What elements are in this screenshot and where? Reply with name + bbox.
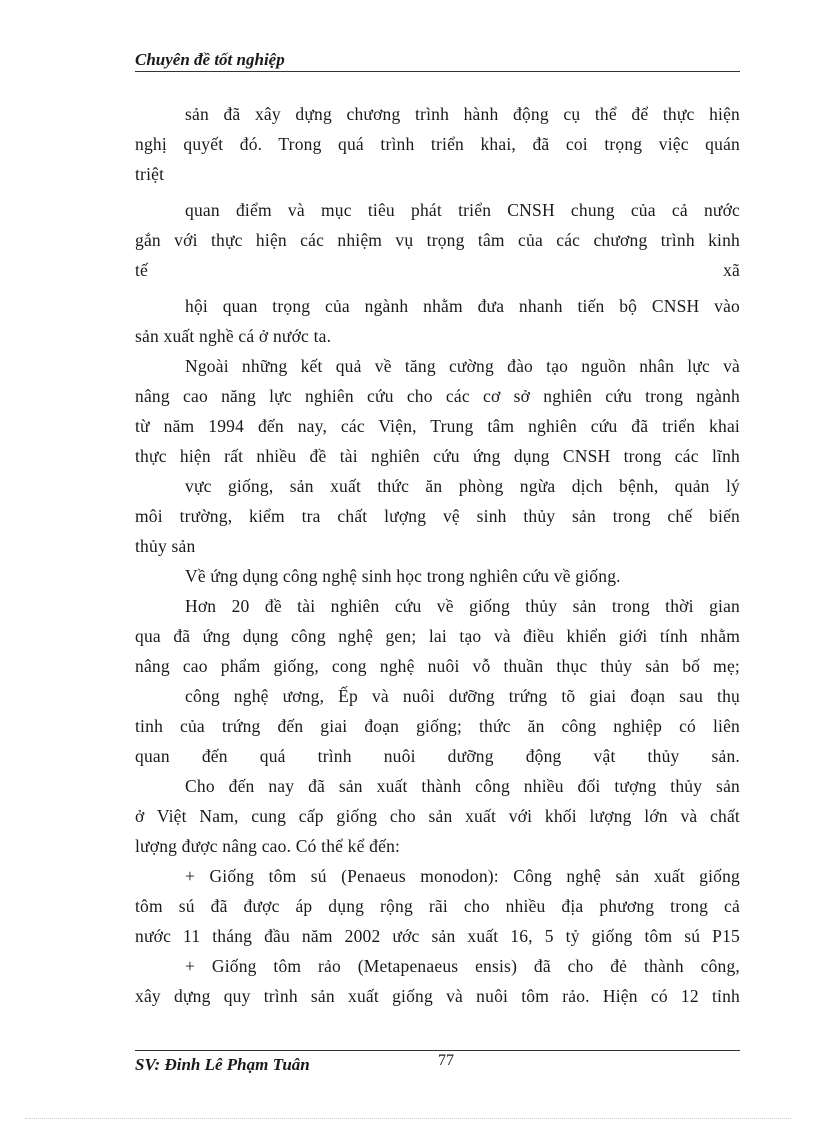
text-fragment: xã [723,260,740,280]
text-line: xây dựng quy trình sản xuất giống và nuôi tôm rảo. Hiện có 12 tỉnh [135,986,740,1006]
page-edge-divider [25,1118,791,1119]
page-header: Chuyên đề tốt nghiệp [135,50,740,72]
text-line: quan đến quá trình nuôi dưỡng động vật thủy sản. [135,746,740,766]
text-line: sản xuất nghề cá ở nước ta. [135,326,332,346]
text-line: từ năm 1994 đến nay, các Viện, Trung tâm nghiên cứu đã triển khai [135,416,740,436]
page-number: 77 [438,1052,454,1069]
text-line: Hơn 20 đề tài nghiên cứu về giống thủy sản trong thời gian [185,596,740,616]
text-line: nâng cao năng lực nghiên cứu cho các cơ sở nghiên cứu trong ngành [135,386,740,406]
text-line: + Giống tôm rảo (Metapenaeus ensis) đã cho đẻ thành công, [185,956,740,976]
text-line: Về ứng dụng công nghệ sinh học trong nghiên cứu về giống. [185,566,621,586]
text-line: nâng cao phẩm giống, cong nghệ nuôi vỗ thuần thục thủy sản bố mẹ; [135,656,740,676]
footer-divider [135,1050,740,1051]
text-line: thực hiện rất nhiều đề tài nghiên cứu ứng dụng CNSH trong các lĩnh [135,446,740,466]
text-line: triệt [135,164,165,184]
text-line: qua đã ứng dụng công nghệ gen; lai tạo và điều khiển giới tính nhằm [135,626,740,646]
text-line: ở Việt Nam, cung cấp giống cho sản xuất với khối lượng lớn và chất [135,806,740,826]
text-line: môi trường, kiểm tra chất lượng vệ sinh thủy sản trong chế biến [135,506,740,526]
text-line: tinh của trứng đến giai đoạn giống; thức ăn công nghiệp có liên [135,716,740,736]
text-line [135,255,740,285]
text-line: vực giống, sản xuất thức ăn phòng ngừa dịch bệnh, quản lý [185,476,740,496]
text-line: công nghệ ương, Ếp và nuôi dưỡng trứng tõ giai đoạn sau thụ [185,686,740,706]
footer-author: SV: Đinh Lê Phạm Tuân [135,1055,310,1074]
text-line: nước 11 tháng đầu năm 2002 ước sản xuất 16, 5 tỷ giống tôm sú P15 [135,926,740,946]
text-line: thủy sản [135,536,196,556]
text-line: Ngoài những kết quả về tăng cường đào tạo nguồn nhân lực và [185,356,740,376]
text-line: hội quan trọng của ngành nhằm đưa nhanh tiến bộ CNSH vào [185,296,740,316]
text-line: nghị quyết đó. Trong quá trình triển khai, đã coi trọng việc quán [135,134,740,154]
text-line: sản đã xây dựng chương trình hành động cụ thể để thực hiện [185,104,740,124]
text-line: lượng được nâng cao. Có thể kể đến: [135,836,401,856]
body-text [135,99,740,1011]
text-line: gắn với thực hiện các nhiệm vụ trọng tâm của các chương trình kinh [135,230,740,250]
text-line: + Giống tôm sú (Penaeus monodon): Công nghệ sản xuất giống [185,866,740,886]
text-fragment: tế [135,260,149,280]
text-line: quan điểm và mục tiêu phát triển CNSH chung của cả nước [185,200,740,220]
text-line: Cho đến nay đã sản xuất thành công nhiều đối tượng thủy sản [185,776,740,796]
text-line: tôm sú đã được áp dụng rộng rãi cho nhiều địa phương trong cả [135,896,740,916]
